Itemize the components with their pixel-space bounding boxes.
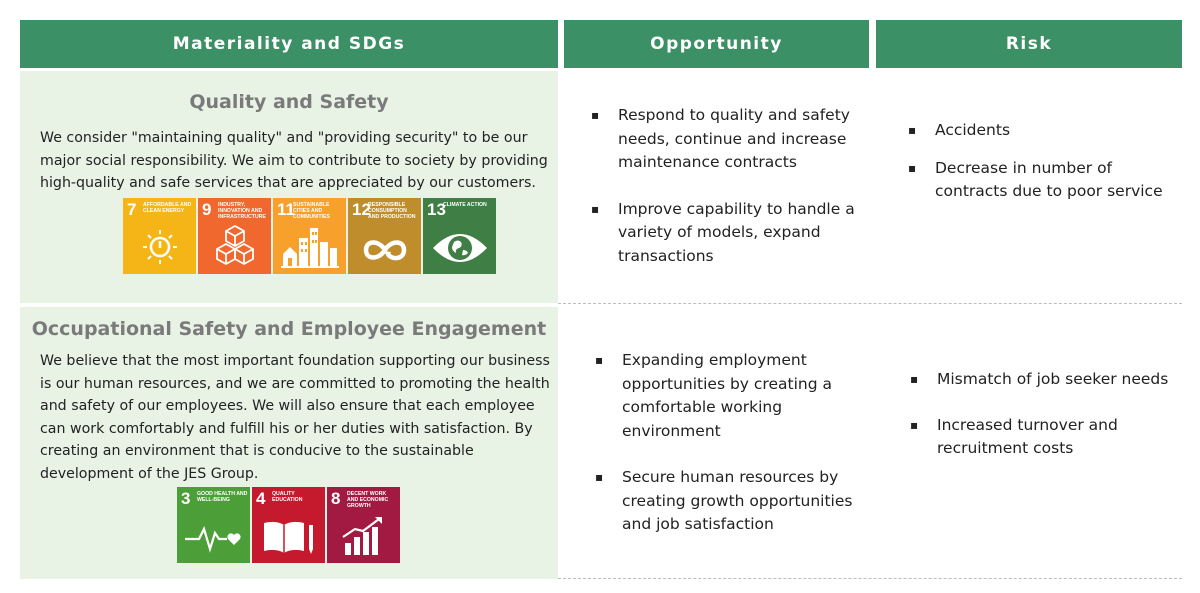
list-item: ▪ Accidents: [908, 119, 1178, 143]
header-materiality-label: Materiality and SDGs: [172, 34, 406, 54]
growth-chart-icon: [327, 487, 400, 563]
sun-plug-icon: [123, 198, 196, 274]
opportunity-list-occupational: [595, 349, 865, 537]
sdg-label: SUSTAINABLE CITIES AND COMMUNITIES: [293, 202, 330, 220]
materiality-cell-quality: [20, 71, 558, 303]
risk-list-quality: [908, 119, 1178, 204]
list-item: ▪ Decrease in number of contracts due to poor service: [908, 157, 1178, 204]
risk-list-occupational: [910, 368, 1182, 461]
header-risk: [876, 20, 1182, 68]
sdg-number: 3: [181, 489, 191, 508]
city-icon: [273, 198, 346, 274]
materiality-cell-occupational: [20, 307, 558, 579]
sdg-8-icon: [327, 487, 400, 563]
header-materiality: [20, 20, 558, 68]
sdg-number: 11: [277, 200, 295, 219]
sdg-number: 8: [331, 489, 341, 508]
sdg-label: QUALITY EDUCATION: [272, 491, 303, 503]
sdg-4-icon: [252, 487, 325, 563]
header-opportunity-label: Opportunity: [650, 34, 783, 54]
header-opportunity: [564, 20, 869, 68]
sdg-label: RESPONSIBLE CONSUMPTION AND PRODUCTION: [368, 202, 416, 220]
eye-globe-icon: [423, 198, 496, 274]
list-item: ▪ Increased turnover and recruitment costs: [910, 414, 1182, 461]
opportunity-list-quality: [591, 104, 866, 268]
sdg-3-icon: [177, 487, 250, 563]
sdg-label: AFFORDABLE AND CLEAN ENERGY: [143, 202, 192, 214]
row-title: Occupational Safety and Employee Engagement: [31, 318, 547, 340]
list-item: ▪ Mismatch of job seeker needs: [910, 368, 1182, 392]
book-pencil-icon: [252, 487, 325, 563]
row-title: Quality and Safety: [189, 91, 389, 113]
row-divider: [558, 303, 1182, 304]
heartbeat-icon: [177, 487, 250, 563]
sdg-icons: [123, 198, 496, 274]
sdg-number: 12: [352, 200, 371, 219]
row-divider: [558, 578, 1182, 579]
list-item: ▪ Respond to quality and safety needs, continue and increase maintenance contracts: [591, 104, 866, 175]
row-description: We consider "maintaining quality" and "providing security" to be our major social responsibility. We aim to contribute to society by providing high-quality and safe services that are appreciated by our customers.: [40, 130, 548, 191]
list-item: ▪ Improve capability to handle a variety of models, expand transactions: [591, 198, 866, 269]
sdg-number: 7: [127, 200, 137, 219]
sdg-11-icon: [273, 198, 346, 274]
sdg-icons: [177, 487, 400, 563]
infinity-icon: [348, 198, 421, 274]
list-item: ▪ Expanding employment opportunities by creating a comfortable working environment: [595, 349, 865, 443]
sdg-number: 9: [202, 200, 212, 219]
sdg-number: 13: [427, 200, 446, 219]
sdg-12-icon: [348, 198, 421, 274]
sdg-13-icon: [423, 198, 496, 274]
header-risk-label: Risk: [1005, 34, 1053, 54]
sdg-label: INDUSTRY, INNOVATION AND INFRASTRUCTURE: [218, 202, 266, 220]
cubes-icon: [198, 198, 271, 274]
sdg-label: GOOD HEALTH AND WELL-BEING: [197, 491, 248, 503]
list-item: ▪ Secure human resources by creating growth opportunities and job satisfaction: [595, 466, 865, 537]
sdg-7-icon: [123, 198, 196, 274]
sdg-9-icon: [198, 198, 271, 274]
sdg-label: DECENT WORK AND ECONOMIC GROWTH: [347, 491, 389, 509]
sdg-number: 4: [256, 489, 266, 508]
row-description: We believe that the most important foundation supporting our business is our human resources, and we are committed to promoting the health and safety of our employees. We will also ensure that each employee can work comfortably and fulfill his or her duties with satisfaction. By creating an environment that is conducive to the sustainable development of the JES Group.: [40, 353, 550, 482]
sdg-label: CLIMATE ACTION: [443, 202, 487, 208]
